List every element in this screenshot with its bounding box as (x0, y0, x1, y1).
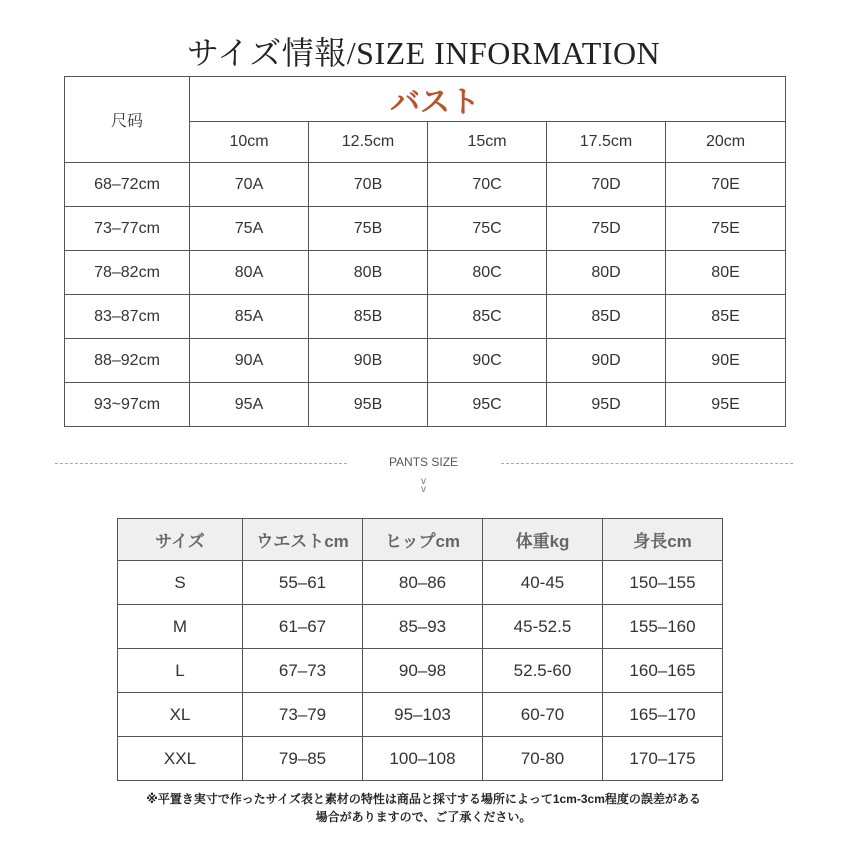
bra-size-cell: 85C (428, 295, 547, 339)
bust-size-table (64, 76, 786, 427)
cup-size-header: 17.5cm (547, 122, 666, 163)
bra-size-cell: 90A (190, 339, 309, 383)
table-row (118, 561, 723, 605)
bra-size-cell: 75D (547, 207, 666, 251)
bra-size-cell: 90B (309, 339, 428, 383)
cup-size-header: 10cm (190, 122, 309, 163)
disclaimer-note (0, 790, 847, 826)
measurement-cell: 55–61 (243, 561, 363, 605)
measurement-cell: 40-45 (483, 561, 603, 605)
page-title: サイズ情報/SIZE INFORMATION (186, 35, 661, 71)
bra-size-cell: 70B (309, 163, 428, 207)
bra-size-cell: 70E (666, 163, 786, 207)
underbust-range: 83–87cm (65, 295, 190, 339)
measurement-cell: 79–85 (243, 737, 363, 781)
underbust-range: 88–92cm (65, 339, 190, 383)
bra-size-cell: 95A (190, 383, 309, 427)
bra-size-cell: 90E (666, 339, 786, 383)
measurement-cell: 52.5-60 (483, 649, 603, 693)
bra-size-cell: 75E (666, 207, 786, 251)
underbust-range: 68–72cm (65, 163, 190, 207)
table-row (65, 383, 786, 427)
bra-size-cell: 80D (547, 251, 666, 295)
size-label-cell: XXL (118, 737, 243, 781)
table-row (65, 339, 786, 383)
cup-size-header: 20cm (666, 122, 786, 163)
bra-size-cell: 70C (428, 163, 547, 207)
bra-size-cell: 80A (190, 251, 309, 295)
pants-size-label: PANTS SIZE (388, 455, 459, 469)
chevron-down-icon: v v (421, 476, 426, 495)
table-row (118, 605, 723, 649)
bra-size-cell: 75A (190, 207, 309, 251)
bra-size-cell: 70D (547, 163, 666, 207)
bra-size-cell: 95D (547, 383, 666, 427)
size-label-cell: S (118, 561, 243, 605)
measurement-cell: 155–160 (603, 605, 723, 649)
bra-size-cell: 80C (428, 251, 547, 295)
size-label-cell: L (118, 649, 243, 693)
table-row (65, 163, 786, 207)
bra-size-cell: 85A (190, 295, 309, 339)
table-row (118, 649, 723, 693)
bra-size-cell: 95C (428, 383, 547, 427)
bra-size-cell: 90C (428, 339, 547, 383)
bra-size-cell: 70A (190, 163, 309, 207)
table-row (118, 693, 723, 737)
size-label-cell: XL (118, 693, 243, 737)
measurement-cell: 45-52.5 (483, 605, 603, 649)
measurement-cell: 70-80 (483, 737, 603, 781)
cup-size-header: 12.5cm (309, 122, 428, 163)
bra-size-cell: 85D (547, 295, 666, 339)
corner-label: 尺码 (65, 77, 190, 163)
measurement-cell: 95–103 (363, 693, 483, 737)
measurement-cell: 61–67 (243, 605, 363, 649)
divider-right (501, 463, 793, 464)
note-line-1: ※平置き実寸で作ったサイズ表と素材の特性は商品と採寸する場所によって1cm-3cm程度の誤差がある (146, 792, 701, 806)
measurement-cell: 90–98 (363, 649, 483, 693)
pants-column-header: サイズ (118, 519, 243, 561)
measurement-cell: 150–155 (603, 561, 723, 605)
pants-column-header: 体重kg (483, 519, 603, 561)
pants-size-table (117, 518, 723, 781)
bra-size-cell: 80B (309, 251, 428, 295)
pants-column-header: 身長cm (603, 519, 723, 561)
measurement-cell: 85–93 (363, 605, 483, 649)
size-label-cell: M (118, 605, 243, 649)
pants-column-header: ヒップcm (363, 519, 483, 561)
bra-size-cell: 85B (309, 295, 428, 339)
table-row (65, 251, 786, 295)
measurement-cell: 170–175 (603, 737, 723, 781)
pants-column-header: ウエストcm (243, 519, 363, 561)
bust-group-label: バスト (190, 77, 786, 122)
underbust-range: 93~97cm (65, 383, 190, 427)
bra-size-cell: 85E (666, 295, 786, 339)
table-row (65, 207, 786, 251)
measurement-cell: 160–165 (603, 649, 723, 693)
note-line-2: 場合がありますので、ご了承ください。 (315, 810, 532, 824)
measurement-cell: 100–108 (363, 737, 483, 781)
underbust-range: 78–82cm (65, 251, 190, 295)
measurement-cell: 60-70 (483, 693, 603, 737)
table-row (118, 737, 723, 781)
underbust-range: 73–77cm (65, 207, 190, 251)
measurement-cell: 67–73 (243, 649, 363, 693)
cup-size-header: 15cm (428, 122, 547, 163)
measurement-cell: 165–170 (603, 693, 723, 737)
bra-size-cell: 95E (666, 383, 786, 427)
bra-size-cell: 75B (309, 207, 428, 251)
bra-size-cell: 80E (666, 251, 786, 295)
bra-size-cell: 95B (309, 383, 428, 427)
measurement-cell: 73–79 (243, 693, 363, 737)
bra-size-cell: 75C (428, 207, 547, 251)
measurement-cell: 80–86 (363, 561, 483, 605)
bra-size-cell: 90D (547, 339, 666, 383)
table-row (65, 295, 786, 339)
